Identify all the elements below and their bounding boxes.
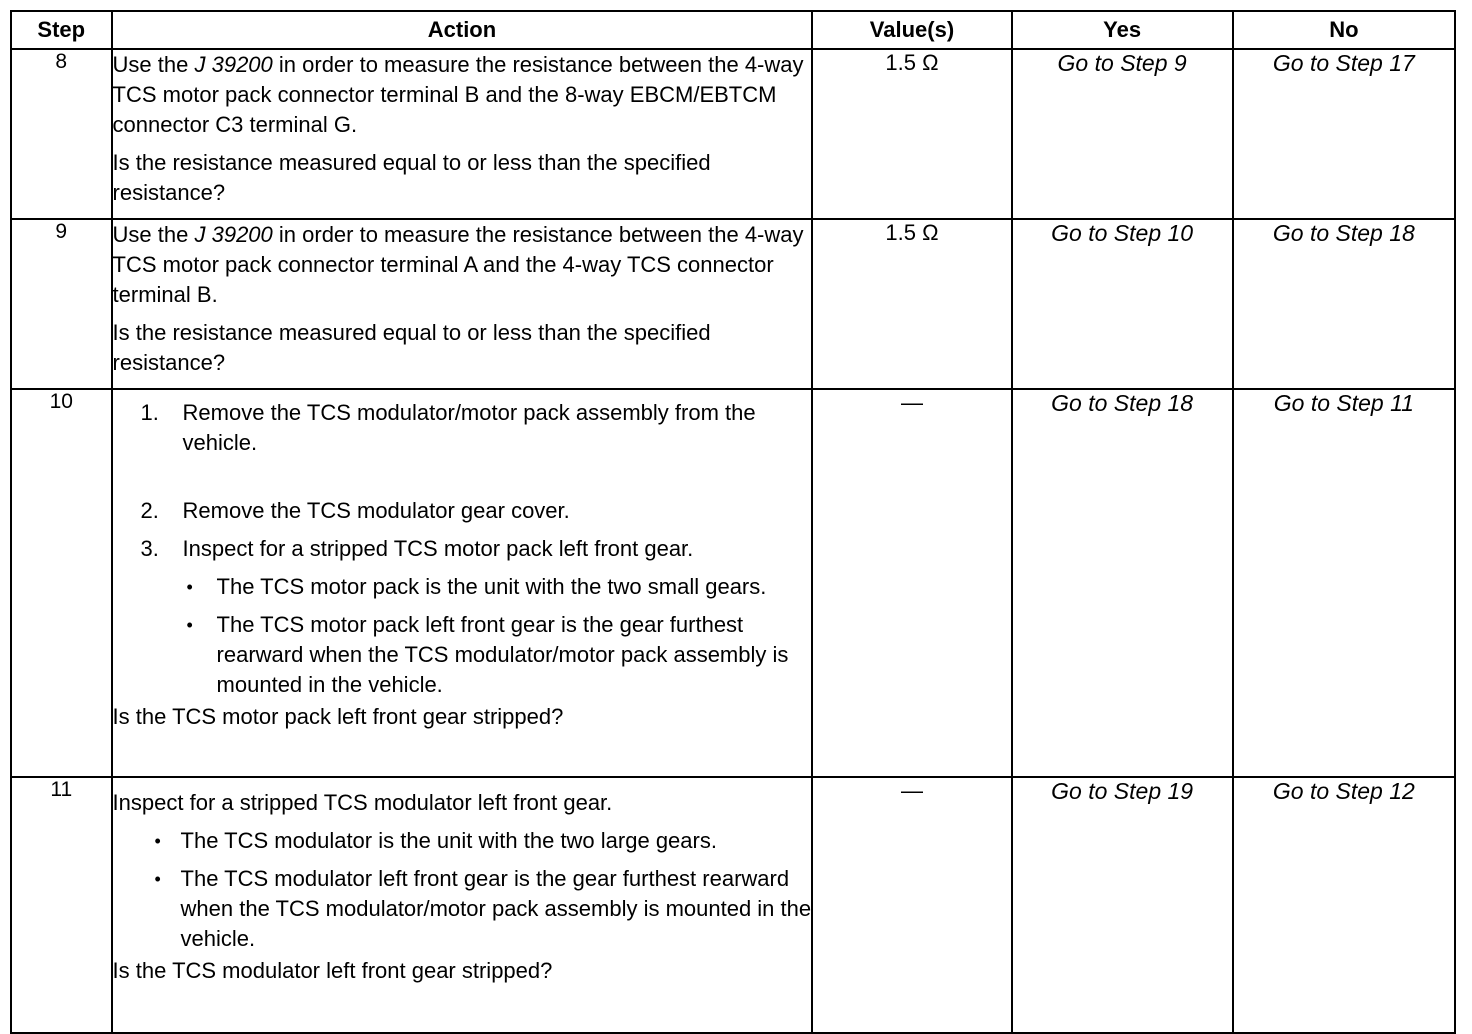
header-row — [11, 11, 1455, 49]
action-cell — [112, 777, 813, 1033]
table-row — [11, 219, 1455, 389]
value-cell: 1.5 Ω — [812, 219, 1011, 389]
step-number: 11 — [11, 777, 112, 1033]
numbered-steps — [113, 398, 812, 700]
bullet-icon: • — [154, 869, 161, 889]
list-item — [181, 572, 812, 602]
step-index: 1. — [140, 400, 159, 425]
header-no: No — [1233, 11, 1455, 49]
step-number: 9 — [11, 219, 112, 389]
bullet-text: The TCS motor pack left front gear is the gear furthest rearward when the TCS modulator/motor pack assembly is mounted in the vehicle. — [216, 612, 789, 697]
step-text: Remove the TCS modulator/motor pack assembly from the vehicle. — [182, 400, 756, 455]
action-text: in order to measure the resistance between the 4-way TCS motor pack connector terminal A and the 4-way TCS connector terminal B. — [112, 222, 804, 307]
action-cell — [112, 49, 813, 219]
table-row — [11, 389, 1455, 777]
action-question: Is the resistance measured equal to or less than the specified resistance? — [112, 320, 711, 375]
action-text: in order to measure the resistance between the 4-way TCS motor pack connector terminal B and the 8-way EBCM/EBTCM connector C3 terminal G. — [112, 52, 804, 137]
no-link[interactable]: Go to Step 18 — [1233, 219, 1455, 389]
step-number: 10 — [11, 389, 112, 777]
list-item — [113, 496, 812, 526]
list-item — [181, 610, 812, 700]
step-index: 3. — [140, 536, 159, 561]
bullet-text: The TCS modulator left front gear is the gear furthest rearward when the TCS modulator/motor pack assembly is mounted in the vehicle. — [180, 866, 812, 951]
action-instruction — [113, 50, 812, 140]
list-item — [113, 534, 812, 700]
value-cell: 1.5 Ω — [812, 49, 1011, 219]
bullet-text: The TCS modulator is the unit with the two large gears. — [180, 828, 717, 853]
step-number: 8 — [11, 49, 112, 219]
list-item — [119, 826, 812, 856]
action-cell — [112, 219, 813, 389]
header-action: Action — [112, 11, 813, 49]
value-cell: — — [812, 389, 1011, 777]
yes-link[interactable]: Go to Step 19 — [1012, 777, 1233, 1033]
bullet-icon: • — [186, 577, 193, 597]
yes-link[interactable]: Go to Step 10 — [1012, 219, 1233, 389]
no-link[interactable]: Go to Step 11 — [1233, 389, 1455, 777]
action-question: Is the resistance measured equal to or less than the specified resistance? — [112, 150, 711, 205]
yes-link[interactable]: Go to Step 9 — [1012, 49, 1233, 219]
table-row — [11, 777, 1455, 1033]
tool-name: J 39200 — [194, 222, 273, 247]
bullet-text: The TCS motor pack is the unit with the two small gears. — [216, 574, 767, 599]
header-values: Value(s) — [812, 11, 1011, 49]
action-cell — [112, 389, 813, 777]
bullet-icon: • — [186, 615, 193, 635]
step-text: Remove the TCS modulator gear cover. — [182, 498, 570, 523]
no-link[interactable]: Go to Step 17 — [1233, 49, 1455, 219]
step-index: 2. — [140, 498, 159, 523]
list-item — [113, 398, 812, 458]
bullet-list — [119, 826, 812, 954]
yes-link[interactable]: Go to Step 18 — [1012, 389, 1233, 777]
action-text: Use the — [112, 52, 195, 77]
table-header — [11, 11, 1455, 49]
action-instruction — [113, 220, 812, 310]
action-question: Is the TCS motor pack left front gear stripped? — [112, 704, 564, 729]
list-item — [119, 864, 812, 954]
tool-name: J 39200 — [194, 52, 273, 77]
action-question: Is the TCS modulator left front gear stripped? — [112, 958, 553, 983]
no-link[interactable]: Go to Step 12 — [1233, 777, 1455, 1033]
action-instruction: Inspect for a stripped TCS modulator left front gear. — [112, 790, 613, 815]
header-yes: Yes — [1012, 11, 1233, 49]
bullet-list — [181, 572, 812, 700]
diagnostic-table — [10, 10, 1456, 1034]
table-row — [11, 49, 1455, 219]
step-text: Inspect for a stripped TCS motor pack left front gear. — [182, 536, 694, 561]
bullet-icon: • — [154, 831, 161, 851]
value-cell: — — [812, 777, 1011, 1033]
header-step: Step — [11, 11, 112, 49]
action-text: Use the — [112, 222, 195, 247]
